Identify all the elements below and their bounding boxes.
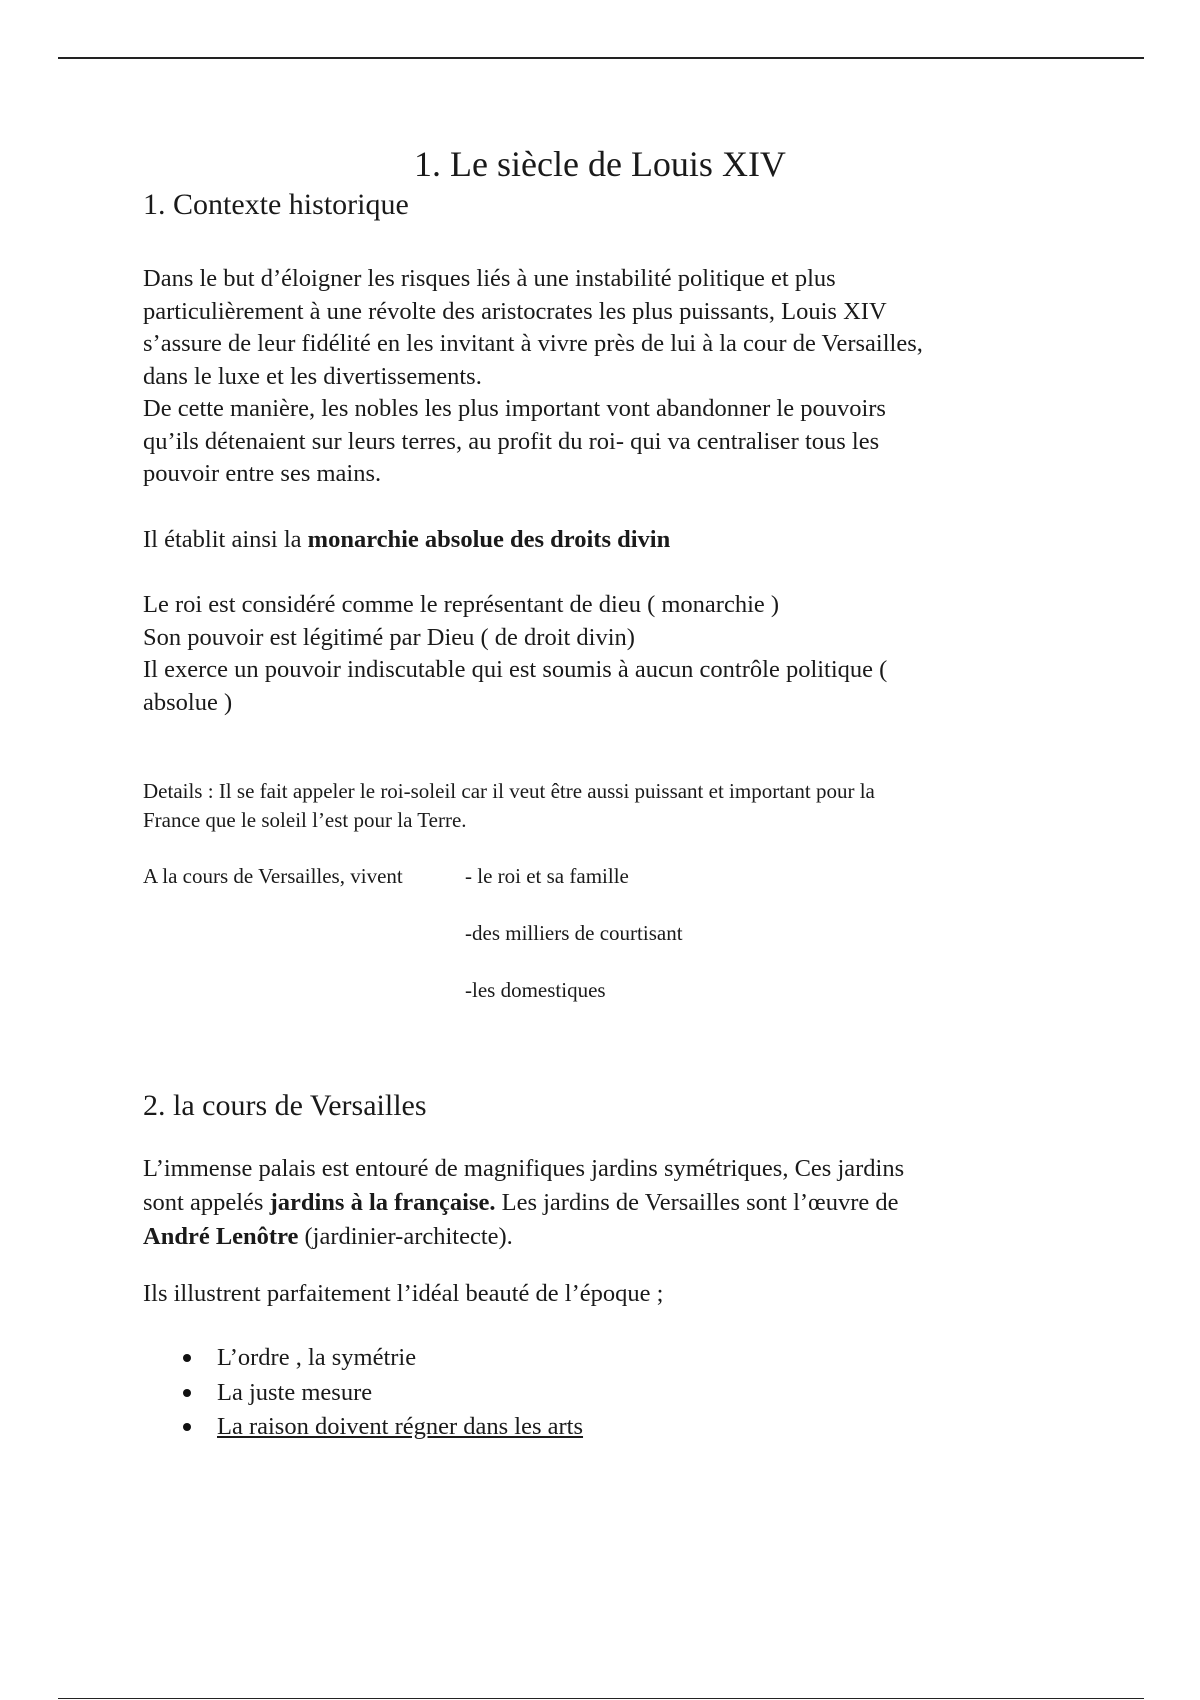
bullet-icon xyxy=(183,1389,191,1397)
cour-item: -les domestiques xyxy=(465,978,606,1002)
text-line: Il exerce un pouvoir indiscutable qui est soumis à aucun contrôle politique ( xyxy=(143,656,888,683)
text-line: Son pouvoir est légitimé par Dieu ( de droit divin) xyxy=(143,623,635,651)
text-line: L’immense palais est entouré de magnifiques jardins symétriques, Ces jardins xyxy=(143,1155,905,1182)
section-heading-contexte: 1. Contexte historique xyxy=(143,188,409,221)
text-line: De cette manière, les nobles les plus important vont abandonner le pouvoirs xyxy=(143,395,886,422)
monarchie-prefix: Il établit ainsi la xyxy=(143,526,308,553)
monarchie-bold: monarchie absolue des droits divin xyxy=(307,526,671,553)
top-rule xyxy=(58,57,1144,59)
paragraph-monarchie xyxy=(143,524,670,557)
text-line: Details : Il se fait appeler le roi-soleil car il veut être aussi puissant et important pour la xyxy=(143,779,875,803)
text-line: Le roi est considéré comme le représentant de dieu ( monarchie ) xyxy=(143,591,780,618)
list-item-text: L’ordre , la symétrie xyxy=(217,1344,417,1371)
text-line: Dans le but d’éloigner les risques liés à une instabilité politique et plus xyxy=(143,265,836,292)
list-item-text: La juste mesure xyxy=(217,1378,373,1406)
list-item xyxy=(143,1341,583,1376)
text-line: qu’ils détenaient sur leurs terres, au profit du roi- qui va centraliser tous les xyxy=(143,427,880,455)
bullet-icon xyxy=(183,1354,191,1362)
bottom-rule xyxy=(58,1698,1144,1699)
list-item xyxy=(143,1376,583,1411)
list-item xyxy=(143,1410,583,1445)
text-fragment: (jardinier-architecte). xyxy=(298,1223,513,1250)
text-line: absolue ) xyxy=(143,688,233,716)
text-line: pouvoir entre ses mains. xyxy=(143,460,382,487)
text-line: France que le soleil l’est pour la Terre. xyxy=(143,807,467,832)
cour-item: - le roi et sa famille xyxy=(465,864,629,888)
lenotre-bold: André Lenôtre xyxy=(143,1223,299,1250)
list-item-text: La raison doivent régner dans les arts xyxy=(217,1413,584,1440)
text-fragment: sont appelés xyxy=(143,1189,270,1216)
text-line: s’assure de leur fidélité en les invitant à vivre près de lui à la cour de Versailles, xyxy=(143,330,923,357)
section-heading-versailles: 2. la cours de Versailles xyxy=(143,1089,427,1122)
text-fragment: Les jardins de Versailles sont l’œuvre de xyxy=(495,1189,899,1216)
page-title: 1. Le siècle de Louis XIV xyxy=(414,144,786,184)
text-line: dans le luxe et les divertissements. xyxy=(143,362,482,390)
paragraph-ideal: Ils illustrent parfaitement l’idéal beauté de l’époque ; xyxy=(143,1280,664,1307)
bullet-list xyxy=(143,1341,583,1445)
bullet-icon xyxy=(183,1423,191,1431)
jardins-bold: jardins à la française. xyxy=(269,1189,496,1216)
paragraph-roi xyxy=(143,589,887,719)
text-line: particulièrement à une révolte des aristocrates les plus puissants, Louis XIV xyxy=(143,297,887,325)
cour-item: -des milliers de courtisant xyxy=(465,921,683,945)
cour-label: A la cours de Versailles, vivent xyxy=(143,864,403,888)
paragraph-contexte xyxy=(143,263,923,491)
paragraph-details xyxy=(143,777,875,834)
paragraph-jardins xyxy=(143,1152,904,1254)
